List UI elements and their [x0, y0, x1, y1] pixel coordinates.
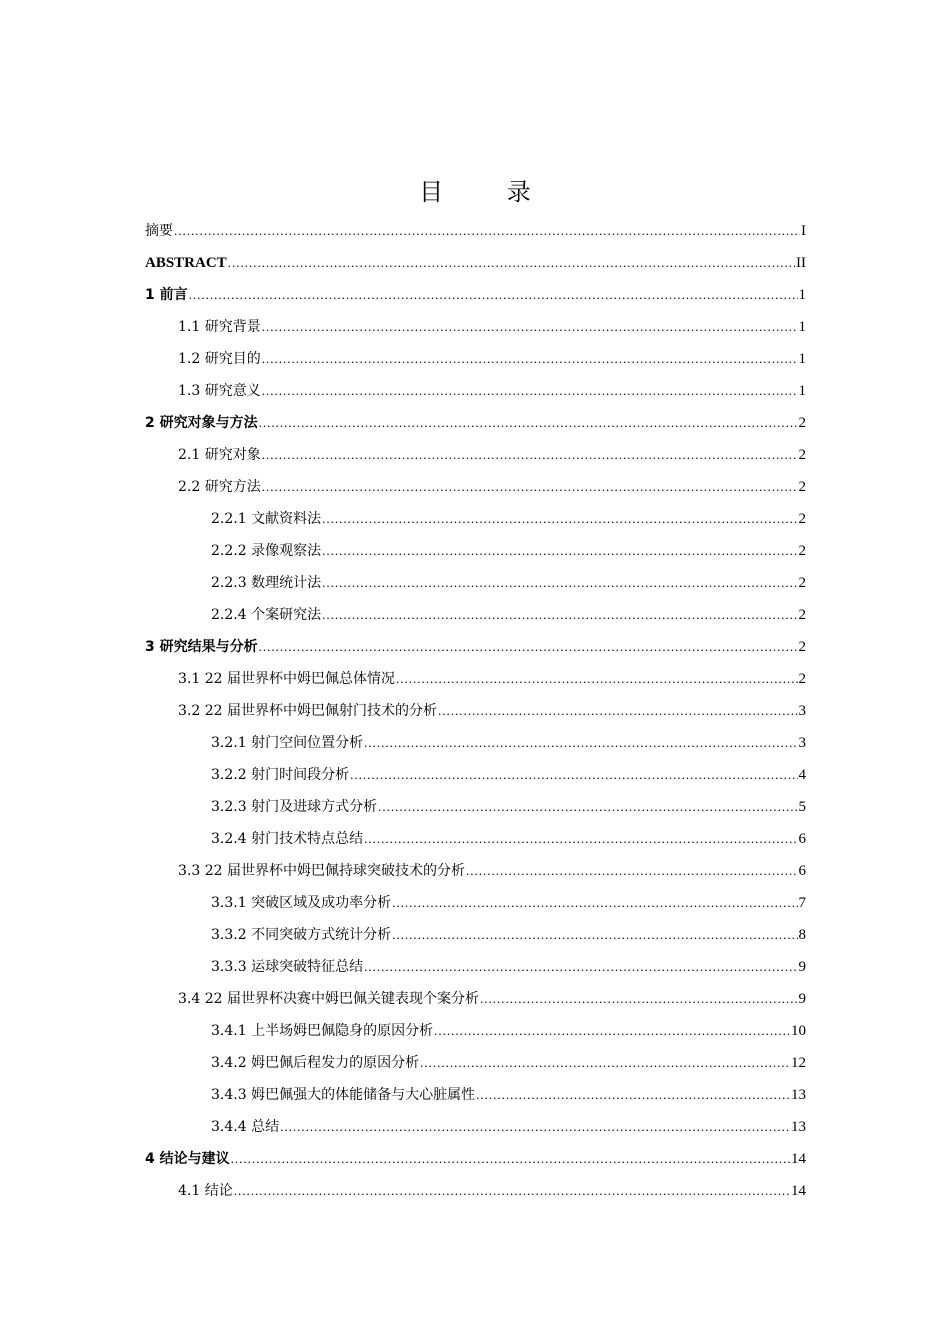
toc-entry[interactable] — [211, 728, 806, 752]
toc-entry-page-number: 2 — [798, 575, 806, 591]
toc-entry-label: 1 前言 — [145, 287, 188, 303]
toc-entry-page-number: 2 — [798, 415, 806, 431]
toc-dot-leader — [174, 222, 800, 240]
toc-entry-label: 3.2.2 射门时间段分析 — [211, 767, 350, 783]
toc-entry-label: 3.2 22 届世界杯中姆巴佩射门技术的分析 — [178, 703, 437, 719]
toc-entry-page-number: 2 — [798, 607, 806, 623]
toc-entry-page-number: 6 — [798, 831, 806, 847]
toc-entry-label: 3.1 22 届世界杯中姆巴佩总体情况 — [178, 671, 395, 687]
toc-entry-page-number: 2 — [798, 543, 806, 559]
toc-entry-label: 3.4.3 姆巴佩强大的体能储备与大心脏属性 — [211, 1087, 476, 1103]
toc-dot-leader — [364, 830, 797, 848]
toc-dot-leader — [234, 1182, 790, 1200]
toc-entry-page-number: 8 — [798, 927, 806, 943]
toc-entry-label: 3.3 22 届世界杯中姆巴佩持球突破技术的分析 — [178, 863, 465, 879]
toc-entry-label: 4 结论与建议 — [145, 1151, 230, 1167]
toc-entry-label: 2.2.3 数理统计法 — [211, 575, 322, 591]
toc-entry-label: 3.3.2 不同突破方式统计分析 — [211, 927, 392, 943]
toc-dot-leader — [262, 446, 798, 464]
toc-entry-label: 2.2 研究方法 — [178, 479, 261, 495]
toc-dot-leader — [396, 670, 798, 688]
toc-entry-page-number: 2 — [798, 479, 806, 495]
toc-entry-page-number: 6 — [798, 863, 806, 879]
toc-entry[interactable] — [178, 440, 806, 464]
toc-dot-leader — [259, 638, 798, 656]
toc-dot-leader — [434, 1022, 790, 1040]
toc-entry-label: 2.2.1 文献资料法 — [211, 511, 322, 527]
toc-dot-leader — [322, 542, 797, 560]
toc-entry-label: 3.4.1 上半场姆巴佩隐身的原因分析 — [211, 1023, 434, 1039]
toc-entry[interactable] — [211, 760, 806, 784]
toc-entry-label: 1.1 研究背景 — [178, 319, 261, 335]
toc-entry-page-number: 1 — [798, 351, 806, 367]
toc-entry-page-number: 1 — [798, 383, 806, 399]
toc-entry-page-number: 9 — [798, 959, 806, 975]
toc-entry[interactable] — [211, 568, 806, 592]
toc-dot-leader — [259, 414, 798, 432]
toc-dot-leader — [262, 350, 798, 368]
toc-dot-leader — [420, 1054, 790, 1072]
toc-dot-leader — [378, 798, 797, 816]
toc-entry[interactable] — [211, 824, 806, 848]
toc-entry[interactable] — [211, 1112, 806, 1136]
toc-dot-leader — [466, 862, 798, 880]
toc-entry[interactable] — [178, 696, 806, 720]
toc-entry[interactable] — [178, 1176, 806, 1200]
toc-dot-leader — [350, 766, 797, 784]
toc-entry-page-number: 14 — [791, 1183, 806, 1199]
toc-entry-page-number: 3 — [798, 703, 806, 719]
toc-entry[interactable] — [211, 600, 806, 624]
toc-entry-page-number: 2 — [798, 511, 806, 527]
toc-entry[interactable] — [145, 216, 806, 240]
toc-dot-leader — [322, 606, 797, 624]
toc-dot-leader — [392, 894, 797, 912]
toc-dot-leader — [262, 382, 798, 400]
toc-entry-page-number: 12 — [791, 1055, 806, 1071]
toc-entry-page-number: 14 — [791, 1151, 806, 1167]
toc-entry-page-number: 2 — [798, 639, 806, 655]
toc-entry-label: 2 研究对象与方法 — [145, 415, 258, 431]
toc-entry[interactable] — [178, 472, 806, 496]
toc-entry-page-number: 4 — [798, 767, 806, 783]
toc-entry-label: 1.3 研究意义 — [178, 383, 261, 399]
toc-entry-page-number: 7 — [798, 895, 806, 911]
toc-dot-leader — [364, 958, 797, 976]
toc-entry-label: 1.2 研究目的 — [178, 351, 261, 367]
toc-entry-page-number: 2 — [798, 447, 806, 463]
toc-entry-page-number: 2 — [798, 671, 806, 687]
toc-entry[interactable] — [178, 856, 806, 880]
toc-entry[interactable] — [178, 312, 806, 336]
page-title: 目 录 — [419, 178, 559, 206]
toc-entry-label: 2.2.2 录像观察法 — [211, 543, 322, 559]
toc-entry[interactable] — [211, 1016, 806, 1040]
toc-entry-label: 3.2.4 射门技术特点总结 — [211, 831, 364, 847]
toc-entry-label: 摘要 — [145, 223, 173, 239]
toc-entry[interactable] — [211, 888, 806, 912]
toc-entry-label: 3 研究结果与分析 — [145, 639, 258, 655]
toc-entry-label: 3.4.4 总结 — [211, 1119, 280, 1135]
toc-entry[interactable] — [211, 952, 806, 976]
toc-dot-leader — [280, 1118, 790, 1136]
toc-entry-page-number: 1 — [798, 287, 806, 303]
toc-entry-page-number: 1 — [798, 319, 806, 335]
toc-entry[interactable] — [211, 1048, 806, 1072]
toc-entry[interactable] — [211, 1080, 806, 1104]
toc-entry-label: 2.1 研究对象 — [178, 447, 261, 463]
toc-dot-leader — [228, 254, 795, 272]
toc-dot-leader — [231, 1150, 790, 1168]
toc-dot-leader — [476, 1086, 790, 1104]
toc-entry[interactable] — [145, 1144, 806, 1168]
toc-entry-label: 3.2.1 射门空间位置分析 — [211, 735, 364, 751]
toc-entry-label: 3.2.3 射门及进球方式分析 — [211, 799, 378, 815]
toc-entry[interactable] — [145, 280, 806, 304]
toc-entry[interactable] — [211, 792, 806, 816]
toc-entry-label: 3.3.3 运球突破特征总结 — [211, 959, 364, 975]
toc-entry-page-number: II — [796, 255, 806, 271]
toc-entry-page-number: 5 — [798, 799, 806, 815]
toc-entry-page-number: 3 — [798, 735, 806, 751]
toc-entry-page-number: 10 — [791, 1023, 806, 1039]
toc-entry[interactable] — [211, 504, 806, 528]
toc-entry[interactable] — [145, 632, 806, 656]
toc-entry[interactable] — [178, 376, 806, 400]
toc-entry[interactable] — [145, 408, 806, 432]
toc-entry-page-number: 9 — [798, 991, 806, 1007]
toc-entry-label: 4.1 结论 — [178, 1183, 233, 1199]
toc-dot-leader — [438, 702, 798, 720]
toc-entry-label: ABSTRACT — [145, 255, 227, 271]
toc-dot-leader — [262, 318, 798, 336]
toc-dot-leader — [364, 734, 797, 752]
toc-dot-leader — [262, 478, 798, 496]
toc-entry-label: 3.4.2 姆巴佩后程发力的原因分析 — [211, 1055, 420, 1071]
toc-entry[interactable] — [211, 920, 806, 944]
toc-entry-label: 3.3.1 突破区域及成功率分析 — [211, 895, 392, 911]
toc-entry-page-number: I — [801, 223, 806, 239]
toc-dot-leader — [480, 990, 798, 1008]
toc-dot-leader — [392, 926, 797, 944]
toc-dot-leader — [322, 510, 797, 528]
toc-entry-label: 2.2.4 个案研究法 — [211, 607, 322, 623]
toc-entry[interactable] — [211, 536, 806, 560]
toc-entry[interactable] — [178, 344, 806, 368]
toc-entry-page-number: 13 — [791, 1119, 806, 1135]
toc-entry-label: 3.4 22 届世界杯决赛中姆巴佩关键表现个案分析 — [178, 991, 479, 1007]
toc-entry-page-number: 13 — [791, 1087, 806, 1103]
toc-entry[interactable] — [178, 664, 806, 688]
toc-entry[interactable] — [178, 984, 806, 1008]
toc-dot-leader — [189, 286, 798, 304]
toc-entry[interactable] — [145, 248, 806, 272]
toc-dot-leader — [322, 574, 797, 592]
